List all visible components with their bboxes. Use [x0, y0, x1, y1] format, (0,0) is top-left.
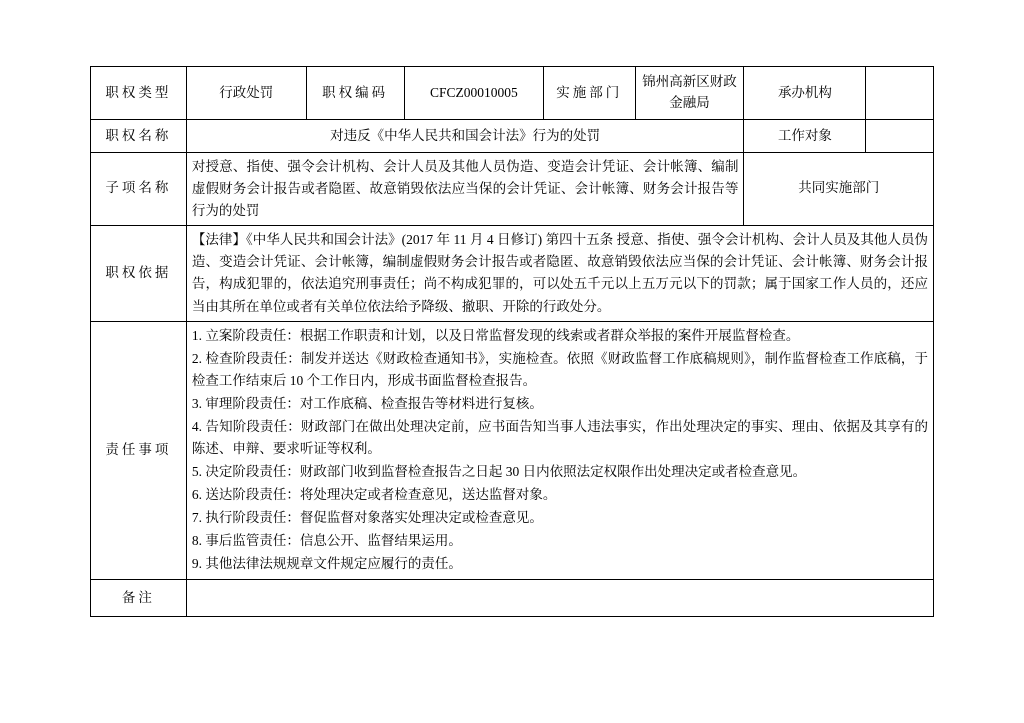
power-type-label: 职权类型: [91, 67, 187, 120]
work-object-value: [866, 120, 934, 153]
work-object-label: 工作对象: [744, 120, 866, 153]
list-item: 2. 检查阶段责任：制发并送达《财政检查通知书》，实施检查。依照《财政监督工作底稿规则》，制作监督检查工作底稿，于检查工作结束后 10 个工作日内，形成书面监督检查报告。: [191, 351, 928, 389]
list-item: 5. 决定阶段责任：财政部门收到监督检查报告之日起 30 日内依照法定权限作出处理决定或者检查意见。: [191, 464, 807, 480]
exec-dept-label: 实施部门: [544, 67, 635, 120]
sub-name-paragraph: 对授意、指使、强令会计机构、会计人员及其他人员伪造、变造会计凭证、会计帐簿、编制虚假财务会计报告或者隐匿、故意销毁依法应当保的会计凭证、会计帐簿、财务会计报告等行为的处罚: [191, 159, 739, 218]
list-item: 9. 其他法律法规规章文件规定应履行的责任。: [191, 556, 462, 572]
list-item: 8. 事后监管责任：信息公开、监督结果运用。: [191, 533, 462, 549]
power-code-value: CFCZ00010005: [404, 67, 543, 120]
remark-value: [186, 580, 933, 617]
power-name-label: 职权名称: [91, 120, 187, 153]
undertaking-org-value: [866, 67, 934, 120]
basis-paragraph: 【法律】《中华人民共和国会计法》(2017 年 11 月 4 日修订) 第四十五条 授意、指使、强令会计机构、会计人员及其他人员伪造、变造会计凭证、会计帐簿，编制虚假财务会计报告或者隐匿、故意销毁依法应当保的会计凭证、会计帐簿、财务会计报告，构成犯罪的，依法追究刑事责任；尚不构成犯罪的，可以处五千元以上五万元以下的罚款；属于国家工作人员的，还应当由其所在单位或者有关单位依法给予降级、撤职、开除的行政处分。: [191, 231, 928, 314]
responsibility-label: 责任事项: [91, 322, 187, 580]
table-row-power-name: [91, 120, 934, 153]
table-row-responsibility: [91, 322, 934, 580]
power-name-value: 对违反《中华人民共和国会计法》行为的处罚: [186, 120, 744, 153]
sub-name-value: [186, 153, 744, 226]
joint-dept-label: 共同实施部门: [744, 153, 934, 226]
authority-detail-table: [90, 66, 934, 617]
basis-label: 职权依据: [91, 225, 187, 322]
list-item: 6. 送达阶段责任：将处理决定或者检查意见，送达监督对象。: [191, 487, 557, 503]
power-code-label: 职权编码: [306, 67, 404, 120]
remark-label: 备注: [91, 580, 187, 617]
undertaking-org-label: 承办机构: [744, 67, 866, 120]
responsibility-list: [192, 325, 928, 575]
list-item: 3. 审理阶段责任：对工作底稿、检查报告等材料进行复核。: [191, 396, 543, 412]
table-row-basis: [91, 225, 934, 322]
list-item: 4. 告知阶段责任：财政部门在做出处理决定前，应书面告知当事人违法事实，作出处理决定的事实、理由、依据及其享有的陈述、申辩、要求听证等权利。: [191, 419, 928, 457]
sub-name-label: 子项名称: [91, 153, 187, 226]
basis-value: [186, 225, 933, 322]
exec-dept-value: 锦州高新区财政金融局: [635, 67, 744, 120]
list-item: 7. 执行阶段责任：督促监督对象落实处理决定或检查意见。: [191, 510, 543, 526]
table-row-sub-name: [91, 153, 934, 226]
power-type-value: 行政处罚: [186, 67, 306, 120]
responsibility-value: [186, 322, 933, 580]
table-row-remark: [91, 580, 934, 617]
list-item: 1. 立案阶段责任：根据工作职责和计划，以及日常监督发现的线索或者群众举报的案件开展监督检查。: [191, 328, 800, 344]
table-row-power-type: [91, 67, 934, 120]
